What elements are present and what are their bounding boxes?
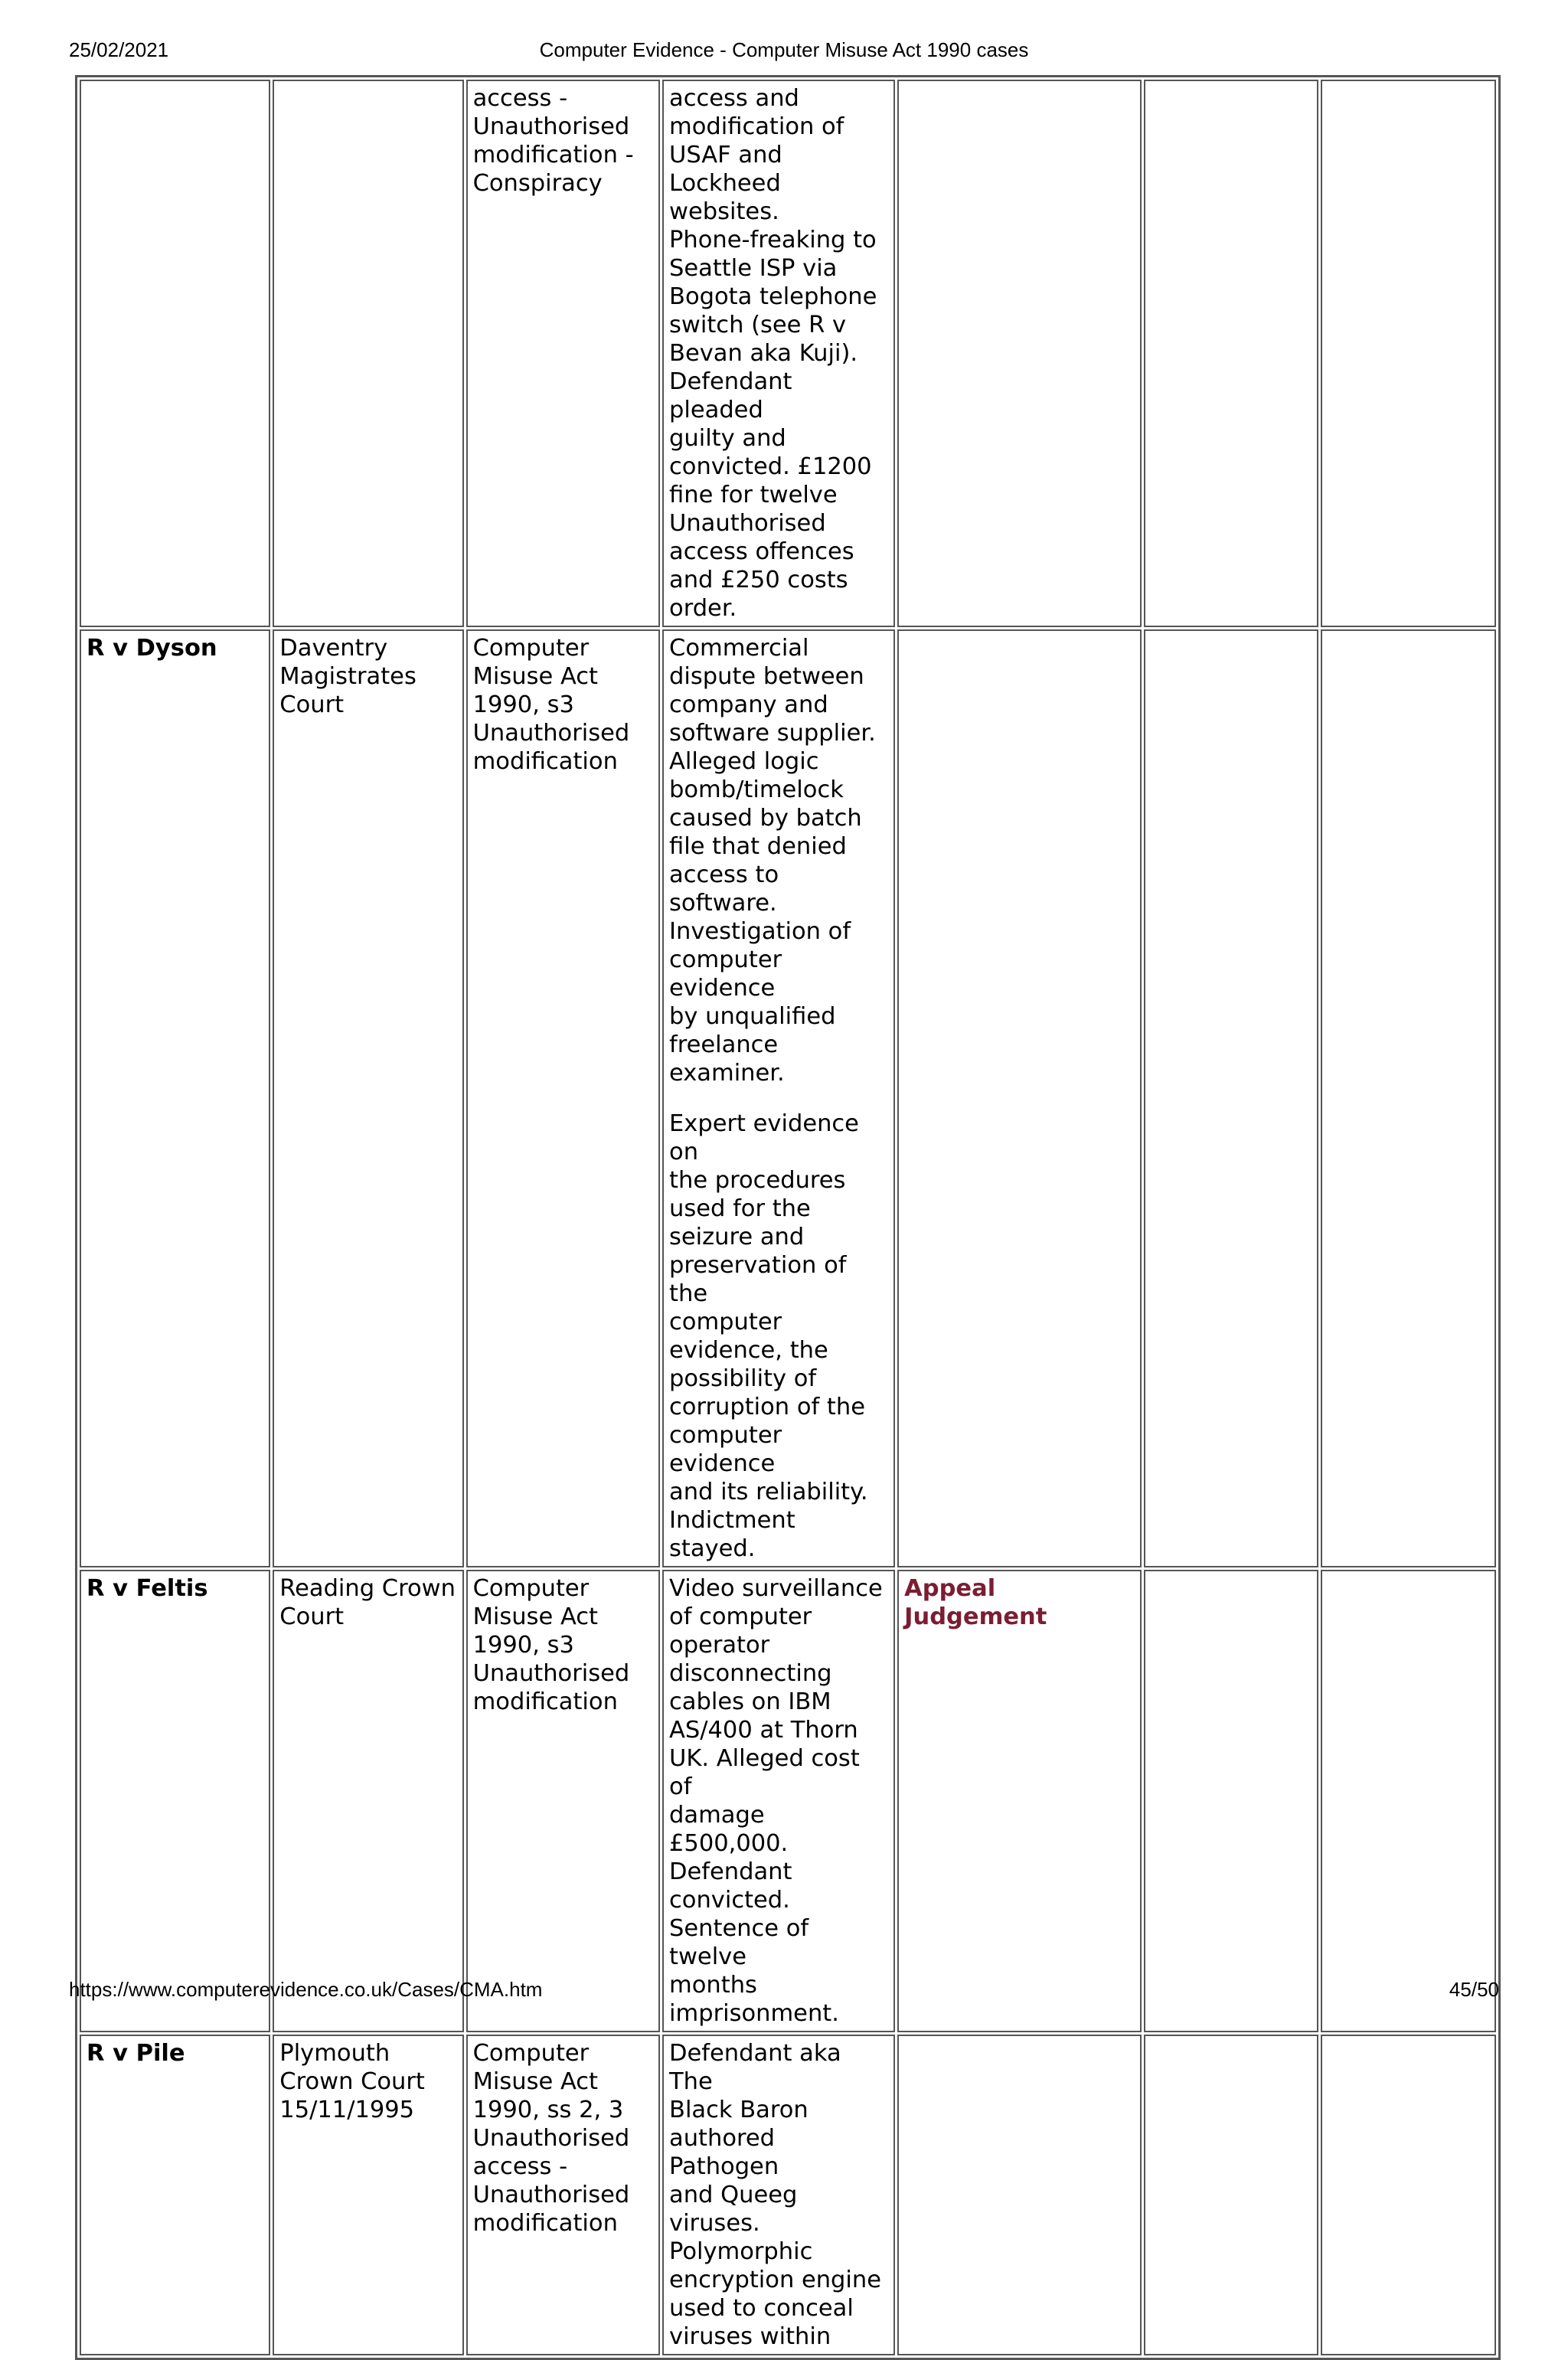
judgement-link-cell — [897, 2035, 1142, 2355]
offence-cell — [466, 1570, 660, 2032]
case-name-cell — [80, 80, 270, 627]
offence-cell-text: Computer Misuse Act 1990, ss 2, 3 Unauthorised access - Unauthorised modification — [472, 2040, 630, 2237]
case-name-cell — [80, 629, 270, 1567]
extra-cell-a — [1144, 2035, 1319, 2355]
offence-cell — [466, 80, 660, 627]
facts-paragraph: Commercial dispute between company and software supplier. Alleged logic bomb/timelock caused by batch file that denied access to software. Investigation of computer evidence by unqualified freelance examiner. — [669, 635, 876, 1087]
table-row — [80, 629, 1496, 1567]
extra-cell-a — [1144, 1570, 1319, 2032]
table-row — [80, 80, 1496, 627]
court-cell-text: Reading Crown Court — [279, 1575, 456, 1630]
court-cell — [273, 80, 463, 627]
judgement-link-cell — [897, 629, 1142, 1567]
case-name-cell — [80, 2035, 270, 2355]
court-cell-text: Plymouth Crown Court 15/11/1995 — [279, 2040, 425, 2123]
page-number: 45/50 — [1449, 1978, 1499, 2001]
offence-cell-text: Computer Misuse Act 1990, s3 Unauthorised modification — [472, 1575, 630, 1715]
facts-paragraph: Expert evidence on the procedures used for the seizure and preservation of the computer evidence, the possibility of corruption of the computer evidence and its reliability. Indictment stayed. — [669, 1110, 868, 1562]
facts-paragraph: Video surveillance of computer operator disconnecting cables on IBM AS/400 at Thorn UK. Alleged cost of damage £500,000. Defendant convicted. Sentence of twelve months imprisonment. — [669, 1575, 883, 2027]
table-row — [80, 2035, 1496, 2355]
offence-cell-text: access - Unauthorised modification - Conspiracy — [472, 85, 634, 197]
court-cell — [273, 1570, 463, 2032]
judgement-link-cell-text[interactable]: Appeal Judgement — [904, 1575, 1047, 1630]
judgement-link-cell — [897, 80, 1142, 627]
offence-cell — [466, 2035, 660, 2355]
extra-cell-b — [1321, 629, 1496, 1567]
court-cell — [273, 2035, 463, 2355]
case-name-cell-text: R v Pile — [87, 2040, 185, 2067]
table-row — [80, 1570, 1496, 2032]
facts-paragraph: access and modification of USAF and Lockheed websites. Phone-freaking to Seattle ISP via Bogota telephone switch (see R v Bevan aka Kuji). Defendant pleaded guilty and convicted. £1200 fine for twelve Unauthorised access offences and £250 costs order. — [669, 85, 877, 622]
facts-cell — [662, 2035, 895, 2355]
court-cell — [273, 629, 463, 1567]
judgement-link-cell — [897, 1570, 1142, 2032]
facts-cell — [662, 629, 895, 1567]
case-name-cell-text: R v Dyson — [87, 635, 217, 662]
extra-cell-b — [1321, 1570, 1496, 2032]
extra-cell-b — [1321, 2035, 1496, 2355]
offence-cell — [466, 629, 660, 1567]
extra-cell-a — [1144, 629, 1319, 1567]
offence-cell-text: Computer Misuse Act 1990, s3 Unauthorised modification — [472, 635, 630, 775]
facts-cell — [662, 80, 895, 627]
extra-cell-b — [1321, 80, 1496, 627]
case-name-cell-text: R v Feltis — [87, 1575, 208, 1602]
cases-table — [75, 75, 1501, 2360]
facts-paragraph: Defendant aka The Black Baron authored Pathogen and Queeg viruses. Polymorphic encryption engine used to conceal viruses within — [669, 2040, 881, 2350]
print-date: 25/02/2021 — [69, 38, 169, 61]
facts-cell — [662, 1570, 895, 2032]
case-name-cell — [80, 1570, 270, 2032]
extra-cell-a — [1144, 80, 1319, 627]
court-cell-text: Daventry Magistrates Court — [279, 635, 416, 718]
page-title: Computer Evidence - Computer Misuse Act 1990 cases — [539, 38, 1029, 61]
page-url: https://www.computerevidence.co.uk/Cases/CMA.htm — [69, 1978, 543, 2001]
